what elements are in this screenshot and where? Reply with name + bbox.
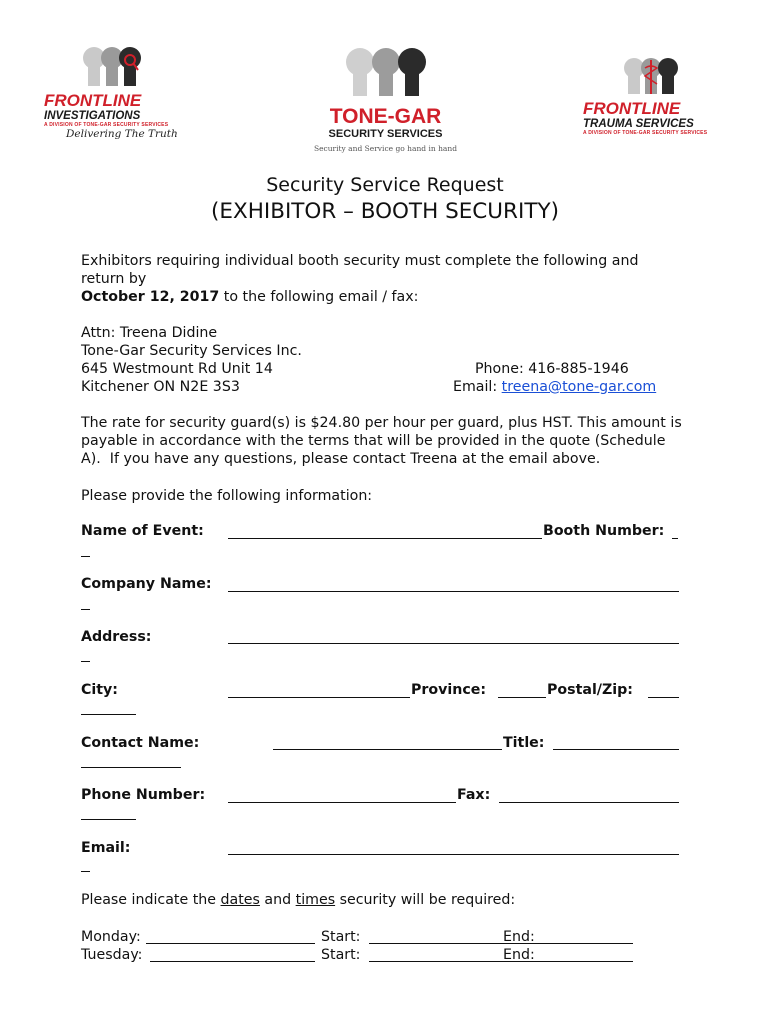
monday-start-label: Start: [321,929,361,945]
schedule-prompt-dates: dates [220,892,260,908]
title-field-cont[interactable] [81,767,181,768]
tuesday-label: Tuesday: [81,947,143,963]
phone-number-label: Phone Number: [81,787,206,803]
contact-name-label: Contact Name: [81,735,200,751]
company-name-field[interactable] [228,591,679,592]
city-field[interactable] [228,697,410,698]
event-name-label: Name of Event: [81,523,204,539]
logo-subname: INVESTIGATIONS [44,110,141,122]
postal-zip-field-cont[interactable] [81,714,136,715]
logo-subname: SECURITY SERVICES [328,128,443,140]
booth-number-label: Booth Number: [543,523,665,539]
medical-keyholes-icon [623,56,679,96]
phone-number-field[interactable] [228,802,456,803]
logo-division: A DIVISION OF TONE-GAR SECURITY SERVICES [44,122,169,128]
province-field[interactable] [498,697,546,698]
contact-email-label: Email: [453,379,502,395]
company-name-label: Company Name: [81,576,212,592]
monday-label: Monday: [81,929,141,945]
tuesday-date-field[interactable] [150,961,315,962]
monday-start-field[interactable] [369,943,633,944]
logo-division: A DIVISION OF TONE-GAR SECURITY SERVICES [583,130,708,136]
email-label: Email: [81,840,131,856]
contact-email-link[interactable]: treena@tone-gar.com [501,379,657,395]
schedule-prompt-and: and [259,892,296,908]
contact-email-line [453,378,656,396]
fax-label: Fax: [457,787,491,803]
contact-company: Tone-Gar Security Services Inc. [81,343,302,359]
rate-line-3: A). If you have any questions, please contact Treena at the email above. [81,451,601,467]
city-label: City: [81,682,118,698]
logo-name: TONE-GAR [329,105,442,128]
company-name-field-cont[interactable] [81,609,90,610]
keyholes-icon [303,46,468,98]
form-prompt: Please provide the following information: [81,488,373,504]
intro-line-2: return by [81,271,147,287]
address-field-cont[interactable] [81,661,90,662]
postal-zip-field[interactable] [648,697,679,698]
address-label: Address: [81,629,152,645]
logo-tagline: Security and Service go hand in hand [313,144,458,153]
schedule-prompt-post: security will be required: [335,892,516,908]
title-field[interactable] [553,749,679,750]
email-field-cont[interactable] [81,871,90,872]
keyholes-icon [82,44,142,88]
title-label: Title: [503,735,545,751]
schedule-prompt-times: times [295,892,336,908]
tuesday-start-label: Start: [321,947,361,963]
contact-attn: Attn: Treena Didine [81,325,218,341]
page-title: Security Service Request [266,174,504,196]
logo-subname: TRAUMA SERVICES [583,118,694,130]
tuesday-end-label: End: [503,947,535,963]
booth-number-field[interactable] [672,538,678,539]
address-field[interactable] [228,643,679,644]
contact-phone: Phone: 416-885-1946 [475,361,629,377]
monday-end-label: End: [503,929,535,945]
intro-line-3 [81,288,418,306]
email-field[interactable] [228,854,679,855]
booth-number-field-cont[interactable] [81,556,90,557]
event-name-field[interactable] [228,538,542,539]
intro-line-1: Exhibitors requiring individual booth security must complete the following and [81,253,639,269]
schedule-prompt-pre: Please indicate the [81,892,221,908]
fax-field[interactable] [499,802,679,803]
rate-line-2: payable in accordance with the terms that will be provided in the quote (Schedule [81,433,666,449]
intro-line-3-rest: to the following email / fax: [219,289,419,305]
frontline-investigations-logo [40,44,180,144]
logo-tagline: Delivering The Truth [66,128,178,140]
rate-line-1: The rate for security guard(s) is $24.80 per hour per guard, plus HST. This amount is [81,415,682,431]
province-label: Province: [411,682,487,698]
page-subtitle: (EXHIBITOR – BOOTH SECURITY) [211,199,559,224]
logo-name: FRONTLINE [44,91,142,110]
fax-field-cont[interactable] [81,819,136,820]
deadline-date: October 12, 2017 [81,289,220,305]
schedule-prompt [81,891,515,909]
postal-zip-label: Postal/Zip: [547,682,633,698]
tuesday-start-field[interactable] [369,961,633,962]
contact-city: Kitchener ON N2E 3S3 [81,379,240,395]
contact-street: 645 Westmount Rd Unit 14 [81,361,273,377]
frontline-trauma-logo [583,56,723,142]
contact-name-field[interactable] [273,749,502,750]
tone-gar-logo [303,46,468,158]
monday-date-field[interactable] [146,943,315,944]
logo-name: FRONTLINE [583,99,681,118]
